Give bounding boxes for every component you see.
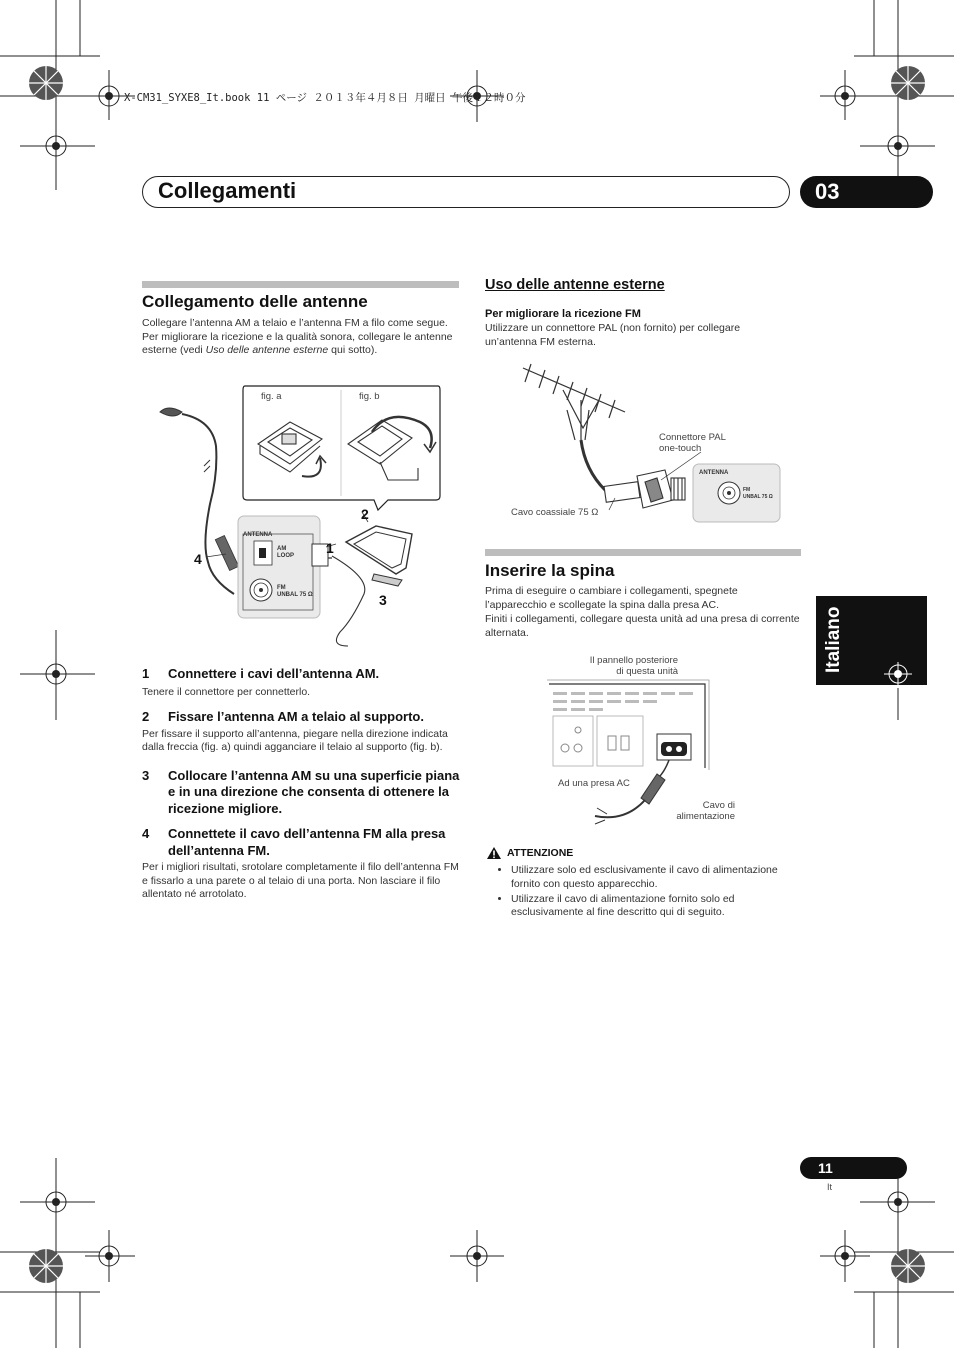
step-3 — [142, 768, 460, 818]
step-number: 4 — [142, 826, 150, 842]
callout-2: 2 — [361, 506, 369, 522]
fm-terminal-label: FM UNBAL 75 Ω — [277, 585, 313, 598]
step-body: Tenere il connettore per connetterlo. — [142, 685, 311, 698]
intro-paragraph — [142, 317, 459, 358]
callout-3: 3 — [379, 592, 387, 608]
power-cord-label: Cavo di alimentazione — [676, 800, 735, 822]
step-number: 1 — [142, 666, 150, 681]
step-title: Connettere i cavi dell’antenna AM. — [168, 666, 380, 681]
plug-paragraph-2: Finiti i collegamenti, collegare questa unità ad una presa di corrente alternata. — [485, 613, 800, 639]
language-tab-label: Italiano — [823, 606, 844, 674]
step-4 — [142, 826, 460, 902]
step-number: 2 — [142, 709, 150, 725]
pal-connector-label: Connettore PAL one-touch — [659, 432, 726, 454]
callout-1: 1 — [326, 540, 334, 556]
section-heading-antenne: Collegamento delle antenne — [142, 292, 368, 311]
fig-a-label: fig. a — [261, 391, 282, 402]
external-antenna-body: Utilizzare un connettore PAL (non fornito) per collegare un’antenna FM esterna. — [485, 322, 741, 348]
warning-icon — [486, 846, 502, 860]
rear-panel-label: Il pannello posteriore di questa unità — [589, 655, 678, 677]
caution-item: • Utilizzare solo ed esclusivamente il cavo di alimentazione fornito con questo apparecchio. — [511, 864, 795, 892]
section-heading-external-antennas: Uso delle antenne esterne — [485, 277, 665, 293]
page-number: 11 — [818, 1160, 833, 1176]
step-list — [142, 666, 460, 902]
tab-registration-icon — [884, 662, 912, 690]
section-heading-plug: Inserire la spina — [485, 561, 615, 580]
step-2 — [142, 709, 460, 755]
section-rule-left — [142, 281, 459, 288]
section-rule-right — [485, 549, 801, 556]
coax-cable-label: Cavo coassiale 75 Ω — [511, 507, 599, 518]
step-number: 3 — [142, 767, 150, 783]
fig-b-label: fig. b — [359, 391, 380, 402]
plug-paragraph-1: Prima di eseguire o cambiare i collegamenti, spegnete l’apparecchio e scollegate la spina dalla presa AC. — [485, 585, 738, 611]
print-header-line: X-CM31_SYXE8_It.book 11 ページ ２０１３年４月８日 月曜日 午後１２時０分 — [124, 92, 526, 104]
step-title: Fissare l’antenna AM a telaio al supporto. — [168, 709, 424, 725]
subheading-fm-reception: Per migliorare la ricezione FM — [485, 308, 641, 320]
am-loop-terminal-label: AM LOOP — [277, 546, 295, 559]
caution-title: ATTENZIONE — [507, 847, 574, 859]
step-title: Connettete il cavo dell’antenna FM alla presa dell’antenna FM. — [168, 826, 446, 858]
chapter-number: 03 — [815, 179, 840, 204]
intro-text-a: Collegare l’antenna AM a telaio e l’antenna FM a filo come segue. Per migliorare la ricezione e la qualità sonora, collegare le antenne esterne (vedi — [142, 317, 453, 357]
ac-outlet-label: Ad una presa AC — [558, 778, 630, 789]
step-body: Per i migliori risultati, srotolare completamente il filo dell’antenna FM e fissarlo a una parete o al telaio di una porta. Non lasciare il filo allentato né arrotolato. — [142, 861, 459, 901]
step-title: Collocare l’antenna AM su una superficie piana e in una direzione che consenta di ottenere la ricezione migliore. — [168, 767, 460, 816]
ext-panel-fm-label: FM UNBAL 75 Ω — [743, 487, 773, 500]
page-number-pill — [800, 1157, 907, 1179]
page-language-code: It — [827, 1182, 833, 1192]
rear-panel-antenna-label: ANTENNA — [243, 532, 273, 538]
intro-text-b: qui sotto). — [328, 344, 378, 357]
ext-panel-antenna-label: ANTENNA — [699, 470, 729, 476]
antenna-connection-diagram — [150, 384, 450, 654]
chapter-title: Collegamenti — [158, 178, 297, 203]
step-1 — [142, 666, 460, 699]
caution-item: • Utilizzare il cavo di alimentazione fornito solo ed esclusivamente al fine descritto qui di seguito. — [511, 893, 795, 921]
caution-list — [485, 864, 795, 921]
intro-crossref: Uso delle antenne esterne — [205, 344, 329, 357]
step-body: Per fissare il supporto all’antenna, piegare nella direzione indicata dalla freccia (fig. a) quindi agganciare il telaio al supporto (fig. b). — [142, 727, 448, 754]
callout-4: 4 — [194, 551, 202, 567]
